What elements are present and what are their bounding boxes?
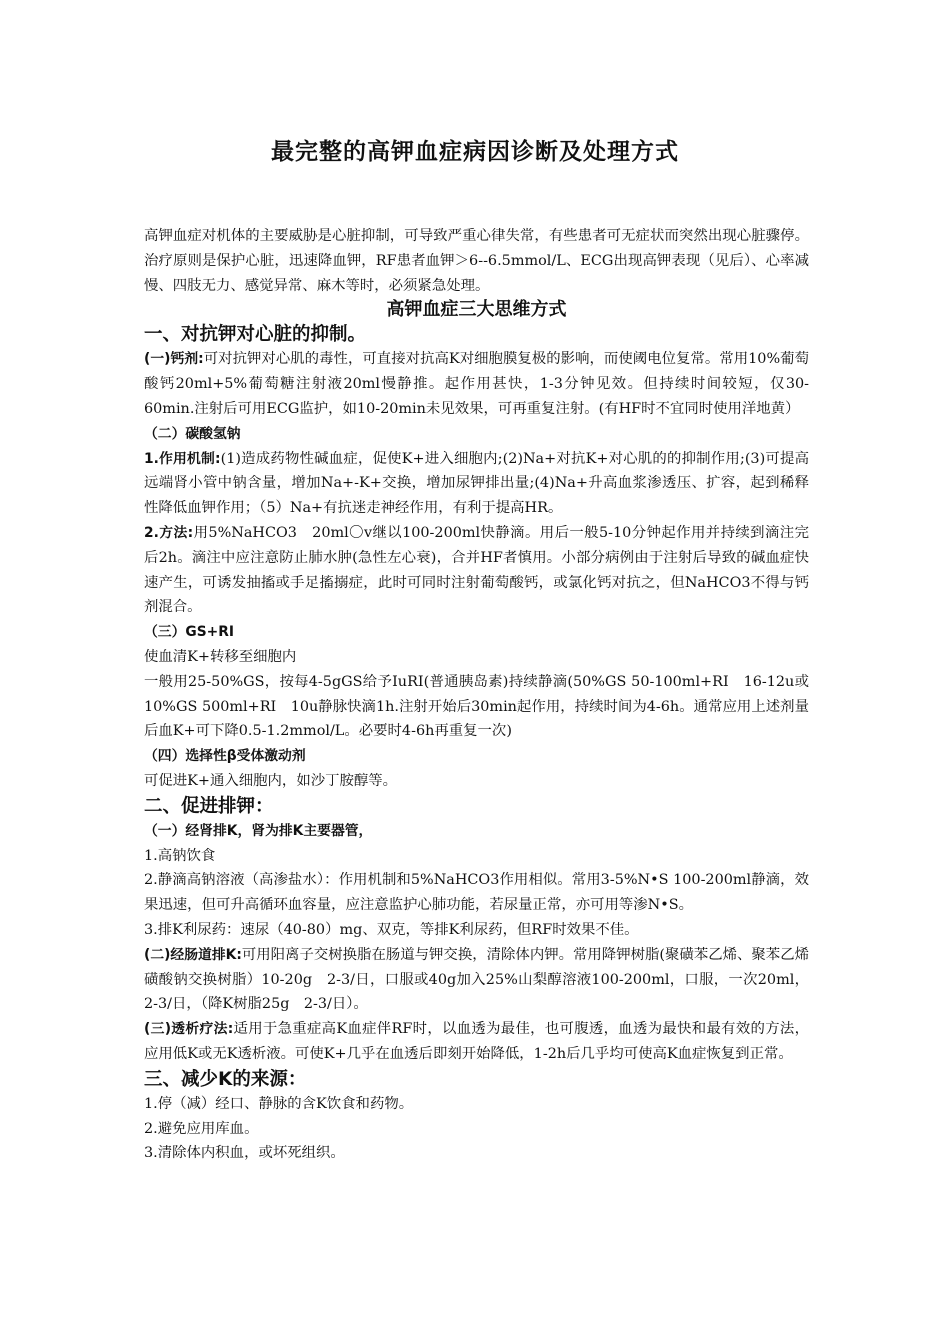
sub-heading: （一）经肾排K，肾为排K主要器管， — [144, 822, 373, 839]
document-body — [144, 224, 809, 1166]
subtitle: 高钾血症三大思维方式 — [386, 299, 567, 321]
section-3-heading: 三、减少K的来源： — [144, 1068, 307, 1090]
paragraph: 2.静滴高钠溶液（高渗盐水）：作用机制和5%NaHCO3作用相似。常用3-5%N•S 100-200ml静滴，效果迅速，但可升高循环血容量，应注意监护心肺功能，若尿量正常，亦可用等渗N•S。 — [144, 872, 809, 914]
paragraph-label: (一)钙剂: — [144, 351, 204, 368]
paragraph-label: 2.方法: — [144, 524, 194, 541]
paragraph: 一般用25-50%GS，按每4-5gGS给予IuRI(普通胰岛素)持续静滴(50%GS 50-100ml+RI 16-12u或10%GS 500ml+RI 10u静脉快滴1h.注射开始后30min起作用，持续时间为4-6h。通常应用上述剂量后血K+可下降0.5-1.2mmol/L。必要时4-6h再重复一次) — [144, 673, 809, 740]
paragraph-text: 用5%NaHCO3 20ml〇v继以100-200ml快静滴。用后一般5-10分钟起作用并持续到滴注完后2h。滴注中应注意防止肺水肿(急性左心衰)，合并HF者慎用。小部分病例由于注射后导致的碱血症快速产生，可诱发抽搐或手足搐搦症，此时可同时注射葡萄酸钙，或氯化钙对抗之，但NaHCO3不得与钙剂混合。 — [144, 524, 809, 616]
paragraph-label: 1.作用机制: — [144, 450, 221, 467]
paragraph-text: 可用阳离子交树换脂在肠道与钾交换，清除体内钾。常用降钾树脂(聚磺苯乙烯、聚苯乙烯磺酸钠交换树脂）10-20g 2-3/日，口服或40g加入25%山梨醇溶液100-200ml，口服，一次20ml，2-3/日，（降K树脂25g 2-3/日）。 — [144, 946, 809, 1013]
paragraph-text: 可对抗钾对心肌的毒性，可直接对抗高K对细胞膜复极的影响，而使阈电位复常。常用10%葡萄酸钙20ml+5%葡萄糖注射液20ml慢静推。起作用甚快，1-3分钟见效。但持续时间较短，仅30-60min.注射后可用ECG监护，如10-20min未见效果，可再重复注射。(有HF时不宜同时使用洋地黄） — [144, 351, 809, 417]
paragraph-label: (三)透析疗法: — [144, 1021, 234, 1038]
intro-paragraph: 高钾血症对机体的主要威胁是心脏抑制，可导致严重心律失常，有些患者可无症状而突然出现心脏骤停。治疗原则是保护心脏，迅速降血钾，RF患者血钾＞6--6.5mmol/L、ECG出现高钾表现（见后）、心率减慢、四肢无力、感觉异常、麻木等时，必须紧急处理。 — [144, 228, 809, 294]
paragraph: 3.排K利尿药：速尿（40-80）mg、双克，等排K利尿药，但RF时效果不佳。 — [144, 921, 639, 938]
paragraph — [144, 943, 809, 1017]
section-2-heading: 二、促进排钾： — [144, 795, 274, 817]
paragraph: 1.停（减）经口、静脉的含K饮食和药物。 — [144, 1095, 414, 1112]
paragraph: 1.高钠饮食 — [144, 847, 216, 864]
sub-heading: （四）选择性β受体激动剂 — [144, 748, 306, 765]
paragraph — [144, 347, 809, 421]
paragraph: 2.避免应用库血。 — [144, 1120, 259, 1137]
paragraph — [144, 521, 809, 620]
paragraph-text: 适用于急重症高K血症伴RF时，以血透为最佳，也可腹透，血透为最快和最有效的方法，应用低K或无K透析液。可使K+几乎在血透后即刻开始降低，1-2h后几乎均可使高K血症恢复到正常。 — [144, 1021, 809, 1062]
paragraph-text: (1)造成药物性碱血症，促使K+进入细胞内;(2)Na+对抗K+对心肌的的抑制作用;(3)可提高远端肾小管中钠含量，增加Na+-K+交换，增加尿钾排出量;(4)Na+升高血浆渗透压、扩容，起到稀释性降低血钾作用；（5）Na+有抗迷走神经作用，有利于提高HR。 — [144, 450, 809, 517]
sub-heading: （三）GS+RI — [144, 624, 234, 641]
paragraph — [144, 1017, 809, 1067]
paragraph: 可促进K+通入细胞内，如沙丁胺醇等。 — [144, 772, 398, 789]
paragraph: 使血清K+转移至细胞内 — [144, 648, 297, 665]
document-title: 最完整的高钾血症病因诊断及处理方式 — [271, 139, 679, 165]
section-1-heading: 一、对抗钾对心脏的抑制。 — [144, 324, 367, 346]
sub-heading: （二）碳酸氢钠 — [144, 425, 241, 442]
paragraph — [144, 447, 809, 521]
paragraph: 3.清除体内积血，或坏死组织。 — [144, 1145, 345, 1162]
paragraph-label: (二)经肠道排K: — [144, 946, 242, 963]
